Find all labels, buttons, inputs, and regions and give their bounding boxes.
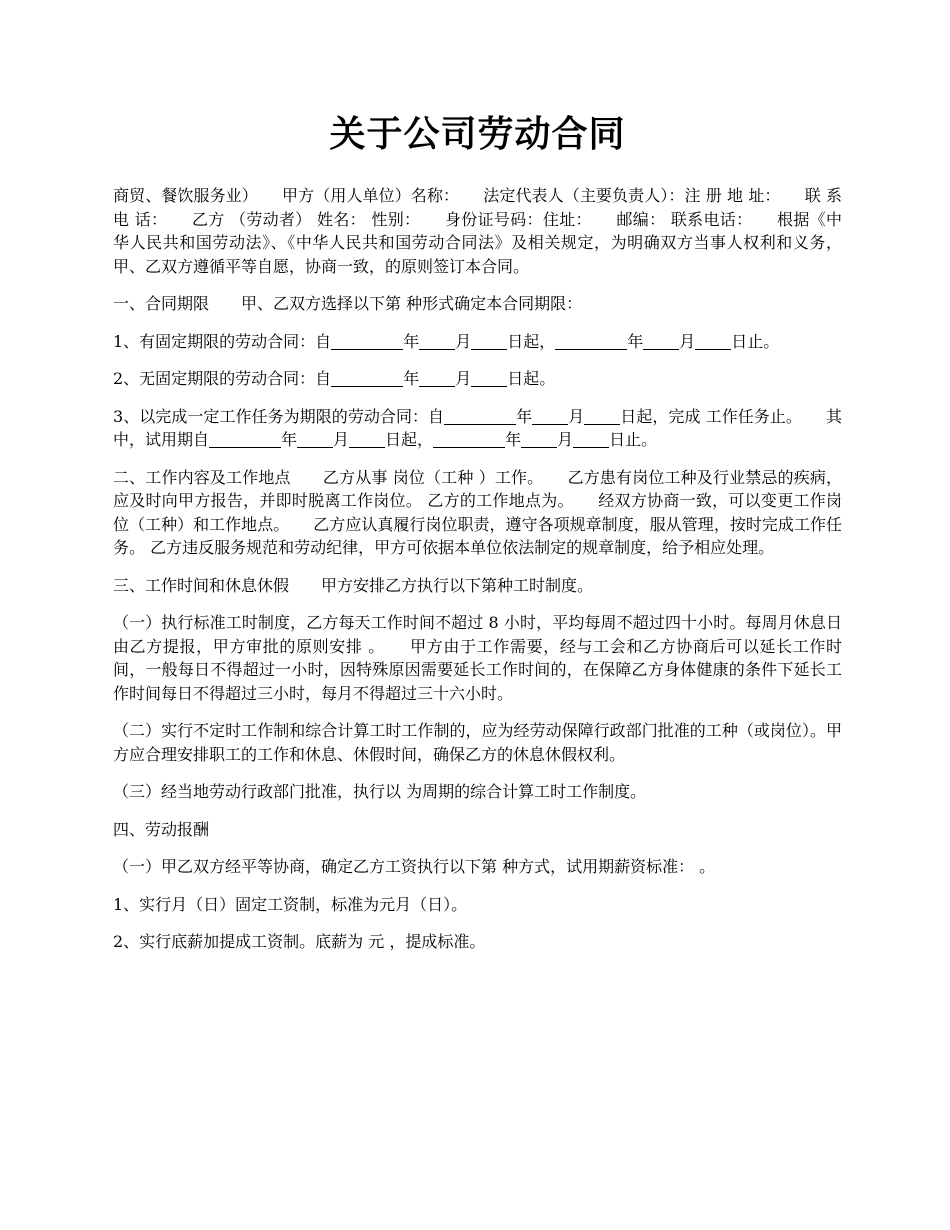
text-span: 3、以完成一定工作任务为期限的劳动合同：自	[113, 406, 445, 426]
text-span: 年	[505, 430, 522, 449]
blank-line	[419, 333, 455, 350]
text-span: 2、无固定期限的劳动合同：自	[113, 369, 332, 388]
paragraph-base-plus-commission: 2、实行底薪加提成工资制。底薪为 元 ，提成标准。	[113, 932, 486, 951]
blank-line	[297, 431, 333, 448]
text-span: 日起。	[507, 369, 556, 388]
text-span: 日止。	[609, 430, 658, 449]
text-span: 月	[568, 406, 585, 426]
text-span: 年	[627, 331, 644, 351]
text-span: 年	[403, 331, 420, 351]
blank-line	[521, 431, 557, 448]
text-span: 年	[403, 369, 420, 388]
blank-line	[555, 333, 627, 350]
text-span: 日起，	[507, 331, 556, 351]
blank-line	[331, 370, 403, 387]
text-span: 年	[516, 406, 533, 426]
blank-line	[532, 408, 568, 425]
paragraph-work-content: 二、工作内容及工作地点 乙方从事 岗位（工种 ）工作。 乙方患有岗位工种及行业禁忌的疾病，应及时向甲方报告，并即时脱离工作岗位。 乙方的工作地点为。 经双方协商一致，可以变更工作岗位（工种）和工作地点。 乙方应认真履行岗位职责，遵守各项规章制度，服从管理，按时完成工作任务。 乙方违反服务规范和劳动纪律，甲方可依据本单位依法制定的规章制度，给予相应处理。	[113, 467, 842, 557]
blank-line	[573, 431, 609, 448]
blank-line	[433, 431, 505, 448]
paragraph-work-hours-heading: 三、工作时间和休息休假 甲方安排乙方执行以下第种工时制度。	[113, 575, 594, 595]
paragraph-term-open	[113, 367, 842, 391]
paragraph-fixed-wage: 1、实行月（日）固定工资制，标准为元月（日）。	[113, 894, 468, 914]
blank-line	[695, 333, 731, 350]
blank-line	[331, 333, 403, 350]
text-span: 日起，完成 工作任务止。 其中，试用期自	[113, 406, 842, 449]
text-span: 年	[281, 430, 298, 449]
blank-line	[419, 370, 455, 387]
text-span: 月	[557, 430, 574, 449]
paragraph-standard-hours: （一）执行标准工时制度，乙方每天工作时间不超过 8 小时，平均每周不超过四十小时。每周月休息日 由乙方提报，甲方审批的原则安排 。 甲方由于工作需要，经与工会和乙方协商后可以延长工作时间，一般每日不得超过一小时，因特殊原因需要延长工作时间的，在保障乙方身体健康的条件下延长工作时间每日不得超过三小时，每月不得超过三十六小时。	[113, 613, 842, 703]
text-span: 月	[455, 331, 472, 351]
document-title: 关于公司劳动合同	[329, 114, 626, 155]
text-span: 月	[333, 430, 350, 449]
blank-line	[471, 333, 507, 350]
blank-line	[584, 408, 620, 425]
paragraph-term-fixed	[113, 330, 842, 354]
text-span: 月	[455, 369, 472, 388]
paragraph-parties: 商贸、餐饮服务业） 甲方（用人单位）名称： 法定代表人（主要负责人）：注 册 地 址： 联 系 电 话： 乙方 （劳动者） 姓名： 性别： 身份证号码：住址： 邮编： 联系电话： 根据《中华人民共和国劳动法》、《中华人民共和国劳动合同法》及相关规定，为明确双方当事人权利和义务，甲、乙双方遵循平等自愿，协商一致，的原则签订本合同。	[113, 186, 842, 276]
blank-line	[643, 333, 679, 350]
paragraph-wage-method: （一）甲乙双方经平等协商，确定乙方工资执行以下第 种方式，试用期薪资标准： 。	[113, 857, 716, 876]
paragraph-term-task	[113, 405, 842, 452]
paragraph-comprehensive-hours: （三）经当地劳动行政部门批准，执行以 为周期的综合计算工时工作制度。	[113, 782, 647, 801]
blank-line	[471, 370, 507, 387]
paragraph-remuneration-heading: 四、劳动报酬	[113, 819, 210, 839]
text-span: 日止。	[731, 331, 780, 351]
blank-line	[349, 431, 385, 448]
text-span: 日起，	[385, 430, 434, 449]
text-span: 月	[679, 331, 696, 351]
paragraph-term-heading: 一、合同期限 甲、乙双方选择以下第 种形式确定本合同期限：	[113, 294, 583, 313]
paragraph-flexible-hours: （二）实行不定时工作制和综合计算工时工作制的，应为经劳动保障行政部门批准的工种（或岗位）。甲方应合理安排职工的工作和休息、休假时间，确保乙方的休息休假权利。	[113, 721, 842, 764]
blank-line	[444, 408, 516, 425]
text-span: 1、有固定期限的劳动合同：自	[113, 331, 332, 351]
blank-line	[209, 431, 281, 448]
